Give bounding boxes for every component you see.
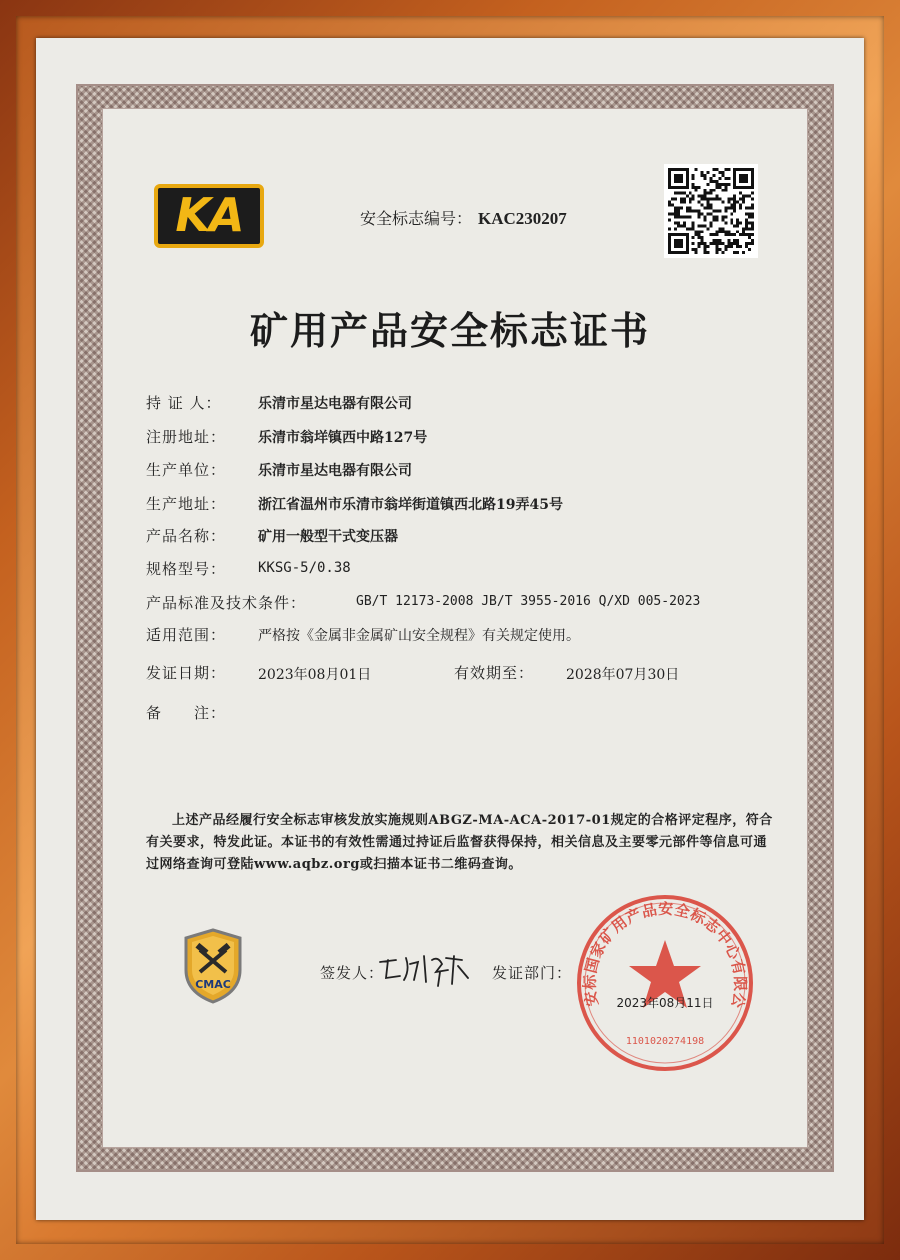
certificate-title: 矿用产品安全标志证书 [249,309,650,353]
official-seal [574,892,756,1074]
valid-until-label: 有效期至： [454,664,535,682]
manufacturer-value: 乐清市星达电器有限公司 [258,463,412,479]
serial-label: 安全标志编号： [360,209,473,228]
cmac-logo [182,928,244,1004]
model-label: 规格型号： [146,560,227,578]
serial-number [360,206,567,229]
cmac-shield-icon [182,928,244,1004]
valid-until-value: 2028年07月30日 [566,667,680,683]
issue-date-label: 发证日期： [146,664,227,682]
holder-value: 乐清市星达电器有限公司 [258,396,412,412]
dept-label: 发证部门： [492,964,573,982]
svg-text:安标国家矿用产品安全标志中心有限公司: 安标国家矿用产品安全标志中心有限公 [580,899,750,1010]
standards-value: GB/T 12173-2008 JB/T 3955-2016 Q/XD 005-2023 [356,594,701,609]
signer-label: 签发人： [320,964,385,982]
scope-value: 严格按《金属非金属矿山安全规程》有关规定使用。 [258,628,580,644]
standards-label: 产品标准及技术条件： [146,594,307,612]
model-value: KKSG-5/0.38 [258,560,351,576]
handwritten-signature-icon [376,950,472,990]
reg-address-value: 乐清市翁垟镇西中路127号 [258,430,428,446]
prod-address-value: 浙江省温州市乐清市翁垟街道镇西北路19弄45号 [258,497,563,513]
red-seal-icon [574,892,756,1074]
product-name-label: 产品名称： [146,527,227,545]
holder-label: 持 证 人： [146,394,222,412]
issue-date-value: 2023年08月01日 [258,667,372,683]
signature [376,950,472,990]
svg-text:2023年08月11日: 2023年08月11日 [616,996,714,1010]
qr-code[interactable] [664,164,758,258]
certification-statement: 上述产品经履行安全标志审核发放实施规则ABGZ-MA-ACA-2017-01规定的合格评定程序，符合有关要求，特发此证。本证书的有效性需通过持证后监督获得保持，相关信息及主要零元部件等信息可通过网络查询可登陆www.aqbz.org或扫描本证书二维码查询。 [146,813,773,872]
scope-label: 适用范围： [146,626,227,644]
svg-text:1101020274198: 1101020274198 [625,1036,705,1047]
product-name-value: 矿用一般型干式变压器 [258,529,398,545]
ka-logo: KA [154,184,264,248]
svg-text:CMAC: CMAC [195,978,231,991]
manufacturer-label: 生产单位： [146,461,227,479]
prod-address-label: 生产地址： [146,495,227,513]
qr-code-icon [668,168,754,254]
serial-value: KAC230207 [478,209,567,228]
reg-address-label: 注册地址： [146,428,227,446]
remarks-label: 备 注： [146,704,227,722]
